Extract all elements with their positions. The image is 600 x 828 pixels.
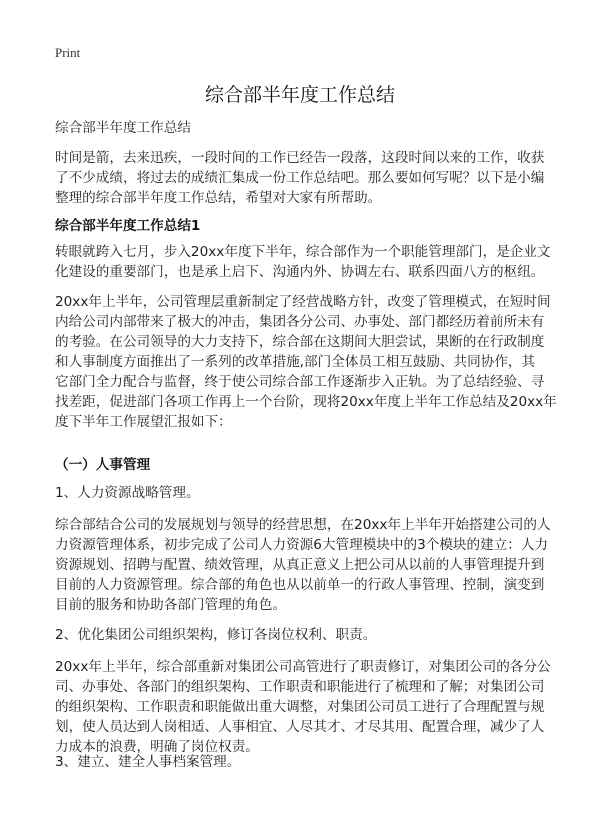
text-line: 内给公司内部带来了极大的冲击，集团各分公司、办事处、部门都经历着前所未有 bbox=[55, 314, 545, 330]
text-line: 的考验。在公司领导的大力支持下，综合部在这期间大胆尝试，果断的在行政制度 bbox=[55, 334, 545, 350]
list-item: 3、建立、建全人事档案管理。 bbox=[55, 754, 241, 770]
text-line: 化建设的重要部门，也是承上启下、沟通内外、协调左右、联系四面八方的枢纽。 bbox=[55, 264, 545, 280]
list-item: 1、人力资源战略管理。 bbox=[55, 485, 200, 501]
paragraph bbox=[55, 657, 555, 757]
text-line: 划，使人员达到人岗相适、人事相宜、人尽其才、才尽其用、配置合理，减少了人 bbox=[55, 719, 545, 735]
text-line: 力资源管理体系，初步完成了公司人力资源6大管理模块中的3个模块的建立：人力 bbox=[55, 537, 549, 553]
section-heading: 综合部半年度工作总结1 bbox=[55, 218, 201, 234]
text-line: 司、办事处、各部门的组织架构、工作职责和职能进行了梳理和了解；对集团公司 bbox=[55, 679, 545, 695]
text-line: 和人事制度方面推出了一系列的改革措施,部门全体员工相互鼓励、共同协作，其 bbox=[55, 354, 536, 370]
paragraph bbox=[55, 292, 555, 432]
paragraph bbox=[55, 242, 555, 282]
text-line: 的组织架构、工作职责和职能做出重大调整，对集团公司员工进行了合理配置与规 bbox=[55, 699, 545, 715]
text-line: 目前的人力资源管理。综合部的角色也从以前单一的行政人事管理、控制，演变到 bbox=[55, 577, 545, 593]
text-line: 了不少成绩，将过去的成绩汇集成一份工作总结吧。那么要如何写呢？以下是小编 bbox=[55, 170, 545, 186]
text-line: 20xx年上半年，公司管理层重新制定了经营战略方针，改变了管理模式，在短时间 bbox=[55, 294, 551, 310]
text-line: 综合部结合公司的发展规划与领导的经营思想，在20xx年上半年开始搭建公司的人 bbox=[55, 517, 551, 533]
text-line: 20xx年上半年，综合部重新对集团公司高管进行了职责修订，对集团公司的各分公 bbox=[55, 659, 551, 675]
text-line: 目前的服务和协助各部门管理的角色。 bbox=[55, 597, 287, 613]
subsection-heading: （一）人事管理 bbox=[55, 457, 151, 473]
list-item: 2、优化集团公司组织架构，修订各岗位权利、职责。 bbox=[55, 627, 377, 643]
text-line: 时间是箭，去来迅疾，一段时间的工作已经告一段落，这段时间以来的工作，收获 bbox=[55, 150, 545, 166]
intro-paragraph bbox=[55, 148, 555, 208]
text-line: 度下半年工作展望汇报如下： bbox=[55, 414, 232, 430]
text-line: 它部门全力配合与监督，终于使公司综合部工作逐渐步入正轨。为了总结经验、寻 bbox=[55, 374, 545, 390]
page-title: 综合部半年度工作总结 bbox=[204, 84, 395, 106]
text-line: 力成本的浪费，明确了岗位权责。 bbox=[55, 739, 259, 755]
text-line: 转眼就跨入七月，步入20xx年度下半年，综合部作为一个职能管理部门，是企业文 bbox=[55, 244, 551, 260]
subtitle: 综合部半年度工作总结 bbox=[55, 120, 191, 136]
print-link[interactable]: Print bbox=[55, 45, 81, 60]
paragraph bbox=[55, 515, 555, 615]
text-line: 整理的综合部半年度工作总结，希望对大家有所帮助。 bbox=[55, 190, 382, 206]
text-line: 找差距，促进部门各项工作再上一个台阶，现将20xx年度上半年工作总结及20xx年 bbox=[55, 394, 557, 410]
text-line: 资源规划、招聘与配置、绩效管理，从真正意义上把公司从以前的人事管理提升到 bbox=[55, 557, 545, 573]
